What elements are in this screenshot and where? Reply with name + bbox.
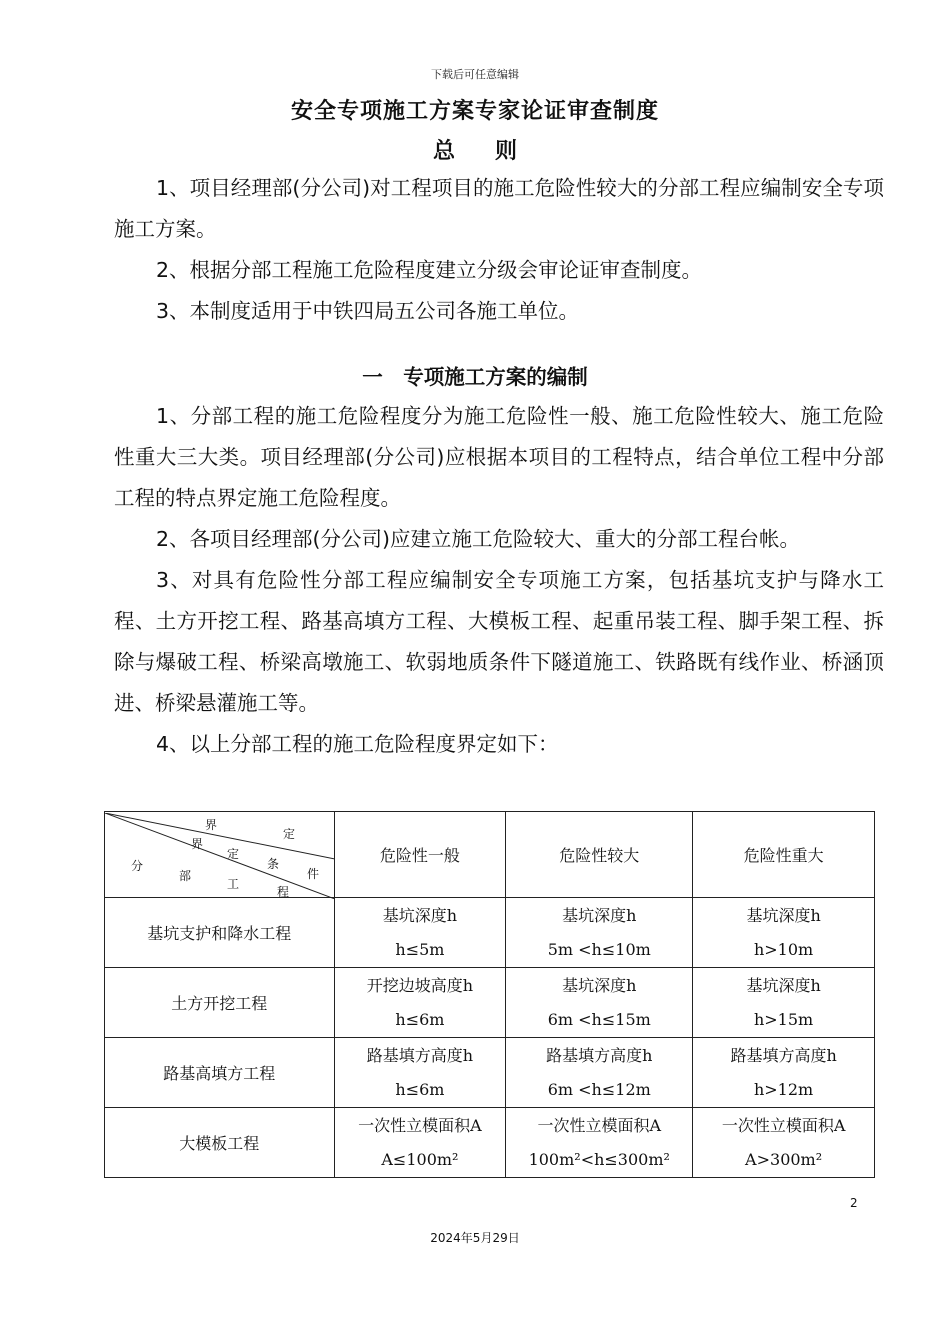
paragraph: 4、以上分部工程的施工危险程度界定如下： [156,732,559,756]
section-title: 一 专项施工方案的编制 [362,365,588,389]
table-row [105,968,875,1038]
paragraph: 3、本制度适用于中铁四局五公司各施工单位。 [156,299,580,323]
row-name: 路基高填方工程 [105,1038,335,1108]
diag-label: 条 [267,856,280,871]
section1-body [114,396,884,765]
diagonal-header-cell [105,812,335,898]
general-heading: 总则 [432,139,557,164]
diag-label: 部 [179,868,192,883]
table-cell: 基坑深度h 6m <h≤15m [506,968,693,1038]
diag-label: 分 [131,858,144,873]
paragraph: 1、分部工程的施工危险程度分为施工危险性一般、施工危险性较大、施工危险性重大三大类。项目经理部(分公司)应根据本项目的工程特点，结合单位工程中分部工程的特点界定施工危险程度。 [114,404,884,510]
diag-label: 定 [227,846,240,861]
diag-label: 程 [277,884,290,899]
table-row [105,1038,875,1108]
table-cell: 路基填方高度h h>12m [693,1038,875,1108]
footer-date: 2024年5月29日 [430,1231,520,1245]
table-cell: 基坑深度h h≤5m [334,898,506,968]
column-header: 危险性重大 [693,812,875,898]
table-row [105,1108,875,1178]
diag-label: 工 [227,876,240,891]
general-section [114,168,884,332]
paragraph: 2、各项目经理部(分公司)应建立施工危险较大、重大的分部工程台帐。 [156,527,801,551]
column-header: 危险性较大 [506,812,693,898]
paragraph: 3、对具有危险性分部工程应编制安全专项施工方案，包括基坑支护与降水工程、土方开挖工程、路基高填方工程、大模板工程、起重吊装工程、脚手架工程、拆除与爆破工程、桥梁高墩施工、软弱地质条件下隧道施工、铁路既有线作业、桥涵顶进、桥梁悬灌施工等。 [114,568,884,715]
diagonal-lines [105,813,335,899]
document-title: 安全专项施工方案专家论证审查制度 [290,99,659,124]
diag-label: 件 [307,866,320,881]
header-note: 下载后可任意编辑 [431,68,519,81]
paragraph: 1、项目经理部(分公司)对工程项目的施工危险性较大的分部工程应编制安全专项施工方案。 [114,176,884,241]
table-cell: 一次性立模面积A A≤100m² [334,1108,506,1178]
table-cell: 路基填方高度h h≤6m [334,1038,506,1108]
table-cell: 基坑深度h h>10m [693,898,875,968]
row-name: 土方开挖工程 [105,968,335,1038]
table-cell: 路基填方高度h 6m <h≤12m [506,1038,693,1108]
row-name: 大模板工程 [105,1108,335,1178]
column-header: 危险性一般 [334,812,506,898]
table-header-row [105,812,875,898]
diag-label: 定 [283,826,296,841]
table-cell: 开挖边坡高度h h≤6m [334,968,506,1038]
diag-label: 界 [191,836,204,851]
diag-label: 界 [205,817,218,832]
table-cell: 一次性立模面积A A>300m² [693,1108,875,1178]
table-row [105,898,875,968]
table-cell: 基坑深度h 5m <h≤10m [506,898,693,968]
hazard-classification-table [104,811,875,1178]
page-number: 2 [850,1196,858,1210]
row-name: 基坑支护和降水工程 [105,898,335,968]
table-cell: 基坑深度h h>15m [693,968,875,1038]
paragraph: 2、根据分部工程施工危险程度建立分级会审论证审查制度。 [156,258,703,282]
table-cell: 一次性立模面积A 100m²<h≤300m² [506,1108,693,1178]
